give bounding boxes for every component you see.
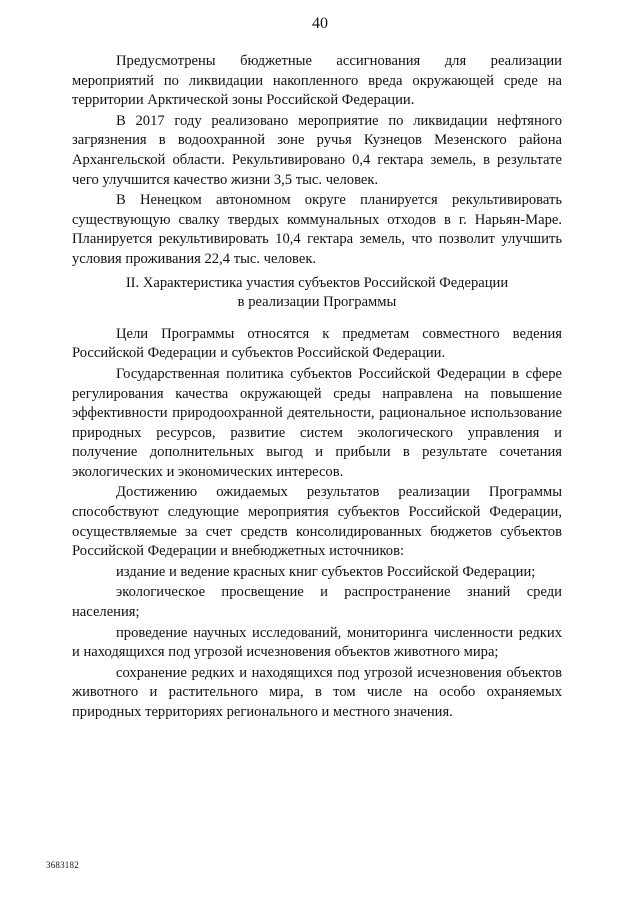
paragraph-nenets-landfill: В Ненецком автономном округе планируется рекультивировать существующую свалку твердых коммунальных отходов в г. Нарьян-Маре. Планируется рекультивировать 10,4 гектара земель, что позволит улучшить условия проживания 22,4 тыс. человек. (72, 192, 562, 267)
paragraph-measures-intro: Достижению ожидаемых результатов реализации Программы способствуют следующие мероприятия субъектов Российской Федерации, осуществляемые за счет средств консолидированных бюджетов субъектов Российской Федерации и внебюджетных источников: (72, 484, 562, 560)
document-code: 3683182 (46, 860, 79, 870)
list-item-eco-education: экологическое просвещение и распространение знаний среди населения; (72, 584, 562, 621)
paragraph-program-goals: Цели Программы относятся к предметам совместного ведения Российской Федерации и субъектов Российской Федерации. (72, 325, 562, 362)
page-number: 40 (312, 15, 328, 32)
paragraph-budget-allocations: Предусмотрены бюджетные ассигнования для реализации мероприятий по ликвидации накопленного вреда окружающей среде на территории Арктической зоны Российской Федерации. (72, 53, 562, 109)
list-item-red-books: издание и ведение красных книг субъектов Российской Федерации; (116, 563, 536, 580)
section-heading (72, 274, 562, 313)
list-item-conservation: сохранение редких и находящихся под угрозой исчезновения объектов животного и растительного мира, в том числе на особо охраняемых природных территориях регионального и местного значения. (72, 664, 562, 720)
paragraph-state-policy: Государственная политика субъектов Российской Федерации в сфере регулирования качества окружающей среды направлена на повышение эффективности природоохранной деятельности, рациональное использование природных ресурсов, развитие систем экологического управления и получение дополнительных выгод и прибыли в результате сочетания экологических и экономических интересов. (72, 365, 562, 480)
document-body (72, 52, 562, 724)
section-heading-line-2: в реализации Программы (237, 294, 397, 311)
list-item-research-monitoring: проведение научных исследований, мониторинга численности редких и находящихся под угрозой исчезновения объектов животного мира; (72, 624, 562, 661)
section-heading-line-1: II. Характеристика участия субъектов Российской Федерации (125, 274, 509, 291)
paragraph-2017-oil-cleanup: В 2017 году реализовано мероприятие по ликвидации нефтяного загрязнения в водоохранной зоне ручья Кузнецов Мезенского района Архангельской области. Рекультивировано 0,4 гектара земель, в результате чего улучшится качество жизни 3,5 тыс. человек. (72, 112, 562, 188)
